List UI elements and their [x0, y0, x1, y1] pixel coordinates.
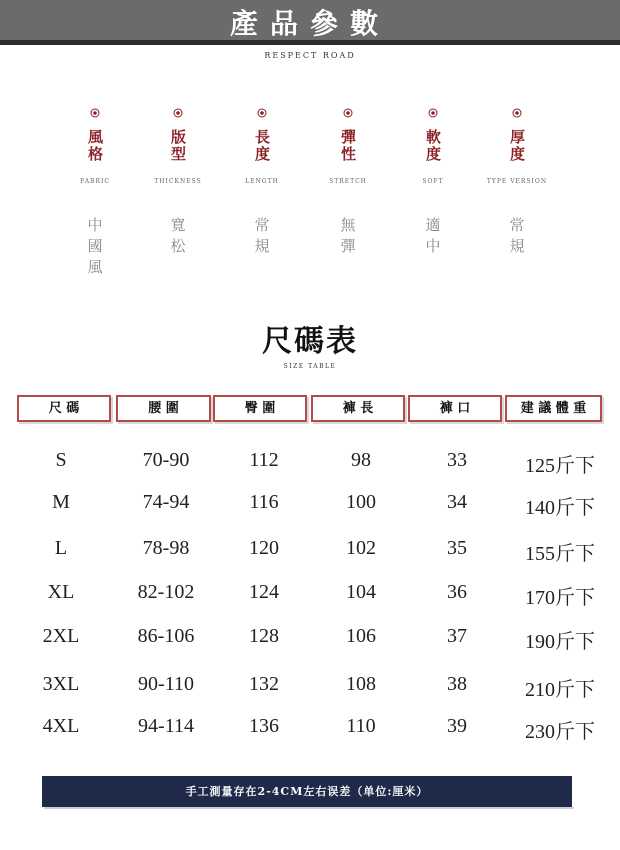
- table-cell: 104: [346, 581, 376, 603]
- param-value-char: 中: [87, 216, 103, 234]
- param-value-char: 松: [170, 237, 186, 255]
- bullet-circle-icon: [257, 108, 267, 118]
- param-value-char: 規: [254, 237, 270, 255]
- param-column: [222, 108, 302, 168]
- param-label: 厚度: [508, 129, 526, 163]
- column-header: 尺 碼: [17, 395, 111, 422]
- table-cell: 36: [447, 581, 467, 603]
- table-cell: XL: [47, 581, 75, 603]
- param-english-label: LENGTH: [245, 178, 279, 185]
- param-value: [138, 215, 218, 257]
- bullet-circle-icon: [90, 108, 100, 118]
- column-header: 臀 圍: [213, 395, 307, 422]
- param-value-char: 常: [254, 216, 270, 234]
- table-cell: 34: [447, 491, 467, 513]
- param-english-label: FABRIC: [80, 178, 110, 185]
- table-cell: 98: [351, 449, 371, 471]
- param-english-label: TYPE VERSION: [486, 178, 548, 185]
- param-value-char: 國: [87, 237, 103, 255]
- table-cell: L: [54, 537, 68, 559]
- table-cell: 3XL: [42, 673, 80, 695]
- param-column: [55, 108, 135, 168]
- param-label: 軟度: [424, 129, 442, 163]
- bullet-circle-icon: [173, 108, 183, 118]
- table-cell: 100: [346, 491, 376, 513]
- table-cell: 106: [346, 625, 376, 647]
- param-label: 風格: [86, 129, 104, 163]
- size-table-title: 尺碼表: [262, 324, 358, 359]
- param-english-label: THICKNESS: [154, 178, 202, 185]
- table-cell: 33: [447, 449, 467, 471]
- table-cell: 112: [249, 449, 279, 471]
- param-column: [477, 108, 557, 168]
- param-value-char: 適: [425, 216, 441, 234]
- bullet-circle-icon: [343, 108, 353, 118]
- table-cell: 210斤下: [525, 679, 595, 701]
- param-value-char: 中: [425, 237, 441, 255]
- param-column: [393, 108, 473, 168]
- table-cell: S: [55, 449, 67, 471]
- param-value: [55, 215, 135, 278]
- table-cell: 39: [447, 715, 467, 737]
- table-cell: 38: [447, 673, 467, 695]
- param-value-char: 常: [509, 216, 525, 234]
- table-cell: 136: [249, 715, 279, 737]
- table-cell: 86-106: [137, 625, 195, 647]
- param-value: [477, 215, 557, 257]
- footer-shadow: [44, 807, 574, 809]
- param-value-char: 無: [340, 216, 356, 234]
- param-value: [393, 215, 473, 257]
- table-cell: 128: [249, 625, 279, 647]
- table-cell: 94-114: [138, 715, 194, 737]
- table-cell: 78-98: [142, 537, 190, 559]
- table-cell: 170斤下: [525, 587, 595, 609]
- column-header: 建 議 體 重: [505, 395, 602, 422]
- column-header: 褲 長: [311, 395, 405, 422]
- table-cell: 140斤下: [525, 497, 595, 519]
- table-cell: 2XL: [42, 625, 80, 647]
- param-value-char: 規: [509, 237, 525, 255]
- table-cell: 155斤下: [525, 543, 595, 565]
- table-cell: 124: [249, 581, 279, 603]
- param-label: 彈性: [339, 129, 357, 163]
- table-cell: 37: [447, 625, 467, 647]
- table-cell: 35: [447, 537, 467, 559]
- param-label: 版型: [169, 129, 187, 163]
- bullet-circle-icon: [428, 108, 438, 118]
- table-cell: 90-110: [138, 673, 194, 695]
- table-cell: 70-90: [142, 449, 190, 471]
- param-column: [138, 108, 218, 168]
- table-cell: 125斤下: [525, 455, 595, 477]
- table-cell: 190斤下: [525, 631, 595, 653]
- param-value-char: 寬: [170, 216, 186, 234]
- param-value: [222, 215, 302, 257]
- param-value-char: 風: [87, 258, 103, 276]
- param-value: [308, 215, 388, 257]
- table-cell: 132: [249, 673, 279, 695]
- table-cell: 74-94: [142, 491, 190, 513]
- table-cell: 120: [249, 537, 279, 559]
- size-table-subtitle: SIZE TABLE: [283, 363, 337, 370]
- param-label: 長度: [253, 129, 271, 163]
- table-cell: 4XL: [42, 715, 80, 737]
- table-cell: 108: [346, 673, 376, 695]
- param-column: [308, 108, 388, 168]
- measurement-note: 手工測量存在2-4CM左右误差（单位:厘米）: [42, 776, 572, 807]
- param-value-char: 彈: [340, 237, 356, 255]
- table-cell: 82-102: [137, 581, 195, 603]
- param-english-label: SOFT: [422, 178, 444, 185]
- page-title: 產品參數: [229, 7, 390, 40]
- table-cell: 110: [346, 715, 376, 737]
- table-cell: 116: [249, 491, 279, 513]
- column-header: 褲 口: [408, 395, 502, 422]
- column-header: 腰 圍: [116, 395, 211, 422]
- param-english-label: STRETCH: [329, 178, 367, 185]
- page-subtitle: RESPECT ROAD: [264, 51, 356, 60]
- table-cell: M: [52, 491, 70, 513]
- table-cell: 230斤下: [525, 721, 595, 743]
- bullet-circle-icon: [512, 108, 522, 118]
- table-cell: 102: [346, 537, 376, 559]
